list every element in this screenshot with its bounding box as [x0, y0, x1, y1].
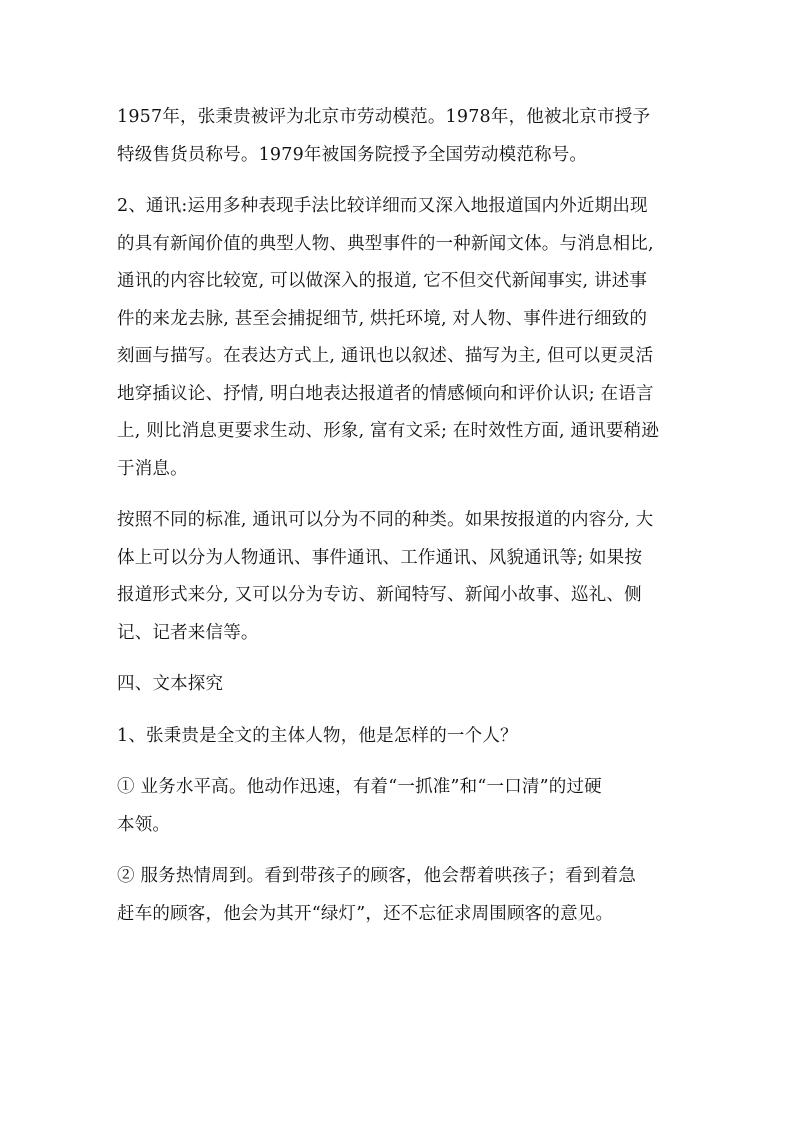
text-line: 报道形式来分, 又可以分为专访、新闻特写、新闻小故事、巡礼、侧 — [117, 585, 642, 605]
text-line: 赶车的顾客，他会为其开“绿灯”，还不忘征求周围顾客的意见。 — [117, 903, 614, 924]
text-line: 上, 则比消息更要求生动、形象, 富有文采; 在时效性方面, 通讯要稍逊 — [117, 421, 660, 441]
paragraph-tongxun-definition — [117, 188, 679, 488]
text-line: 特级售货员称号。1979年被国务院授予全国劳动模范称号。 — [117, 144, 588, 165]
text-line: 刻画与描写。在表达方式上, 通讯也以叙述、描写为主, 但可以更灵活 — [117, 346, 654, 366]
paragraph-award-history — [117, 99, 679, 174]
text-line: 件的来龙去脉, 甚至会捕捉细节, 烘托环境, 对人物、事件进行细致的 — [117, 308, 648, 329]
question-1 — [117, 718, 679, 756]
text-line: 按照不同的标准, 通讯可以分为不同的种类。如果按报道的内容分, 大 — [117, 510, 654, 530]
question-text: 1、张秉贵是全文的主体人物，他是怎样的一个人？ — [117, 725, 518, 746]
heading-text: 四、文本探究 — [117, 674, 224, 694]
text-line: ② 服务热情周到。看到带孩子的顾客，他会帮着哄孩子；看到着急 — [117, 866, 637, 886]
text-line: 于消息。 — [117, 458, 188, 479]
text-line: 1957年，张秉贵被评为北京市劳动模范。1978年，他被北京市授予 — [117, 107, 651, 127]
text-line: ① 业务水平高。他动作迅速，有着“一抓准”和“一口清”的过硬 — [117, 777, 602, 797]
section-heading-text-inquiry — [117, 666, 679, 704]
text-line: 体上可以分为人物通讯、事件通讯、工作通讯、风貌通讯等; 如果按 — [117, 547, 643, 568]
answer-point-1 — [117, 769, 679, 844]
text-line: 通讯的内容比较宽, 可以做深入的报道, 它不但交代新闻事实, 讲述事 — [117, 271, 648, 291]
text-line: 本领。 — [117, 814, 171, 835]
answer-point-2 — [117, 858, 679, 933]
document-body — [117, 99, 679, 947]
text-line: 记、记者来信等。 — [117, 622, 259, 643]
text-line: 的具有新闻价值的典型人物、典型事件的一种新闻文体。与消息相比, — [117, 233, 654, 254]
text-line: 2、通讯:运用多种表现手法比较详细而又深入地报道国内外近期出现 — [117, 196, 648, 216]
paragraph-tongxun-types — [117, 502, 679, 652]
text-line: 地穿插议论、抒情, 明白地表达报道者的情感倾向和评价认识; 在语言 — [117, 383, 654, 404]
